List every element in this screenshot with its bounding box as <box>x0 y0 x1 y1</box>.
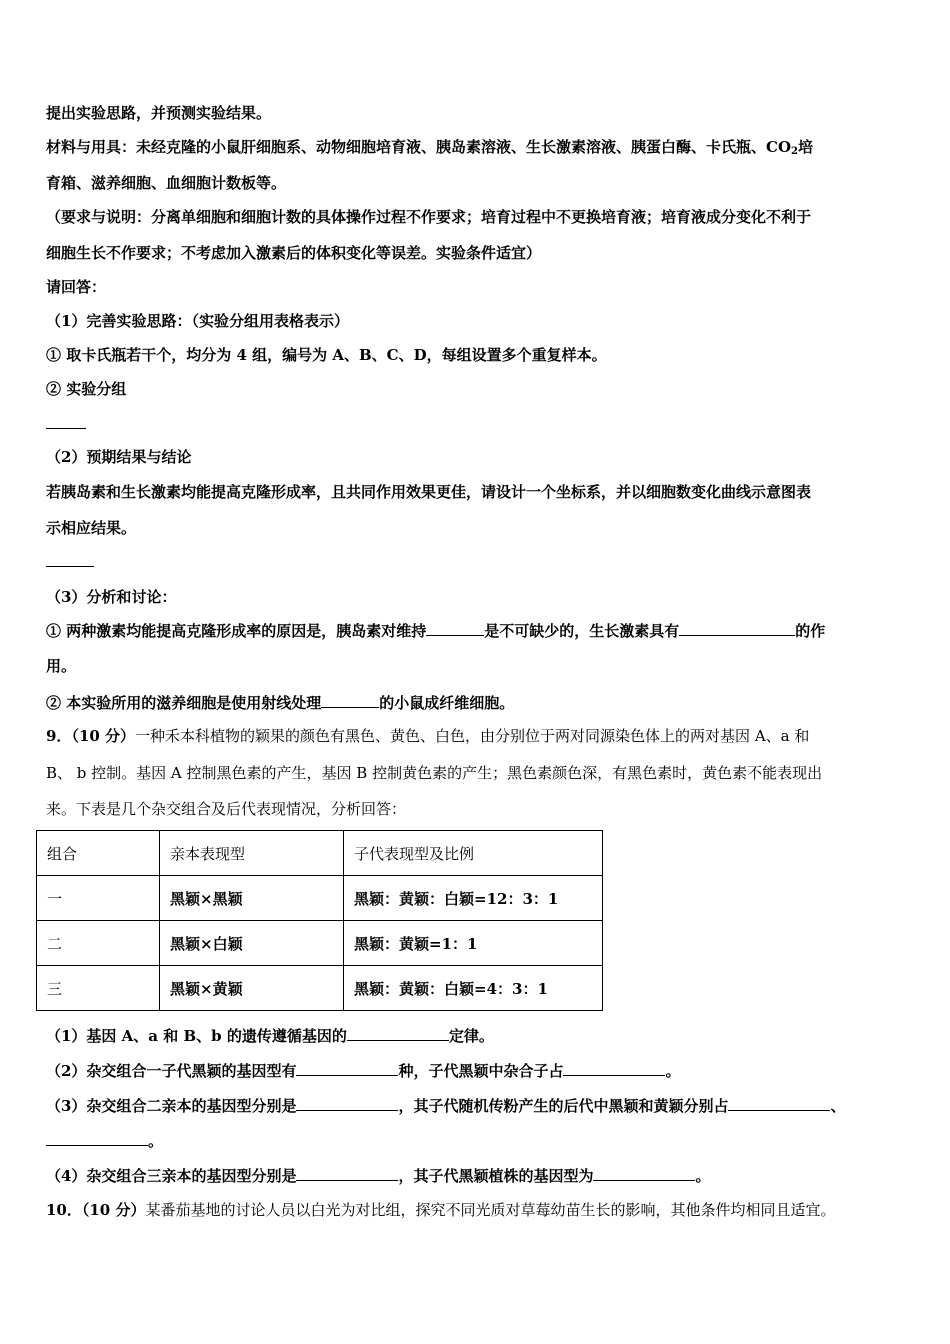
table-cell: 黑颖：黄颖：白颖=4：3：1 <box>344 966 603 1011</box>
text-span: 培 <box>797 138 813 156</box>
answer-blank-line <box>46 428 86 429</box>
subquestion-4 <box>46 1165 908 1186</box>
discussion-line <box>46 620 908 641</box>
answer-blank <box>296 1060 398 1076</box>
answer-blank-line <box>46 566 94 567</box>
text-span: （2）杂交组合一子代黑颖的基因型有 <box>46 1062 297 1080</box>
text-line: 用。 <box>46 657 77 675</box>
text-line: （1）完善实验思路：（实验分组用表格表示） <box>46 312 349 330</box>
table-row <box>37 876 603 921</box>
question-number: 10． <box>46 1201 82 1219</box>
table-cell: 黑颖×黄颖 <box>160 966 344 1011</box>
text-span: ，其子代黑颖植株的基因型为 <box>398 1167 594 1185</box>
text-line: （2）预期结果与结论 <box>46 448 192 466</box>
subquestion-3-cont <box>46 1130 908 1151</box>
text-line: ② 实验分组 <box>46 380 127 398</box>
table-cell: 二 <box>37 921 160 966</box>
text-span: （4）杂交组合三亲本的基因型分别是 <box>46 1167 297 1185</box>
answer-blank <box>296 1165 398 1181</box>
table-header-cell: 子代表现型及比例 <box>344 831 603 876</box>
text-line: 若胰岛素和生长激素均能提高克隆形成率，且共同作用效果更佳，请设计一个坐标系，并以细胞数变化曲线示意图表 <box>46 483 812 501</box>
discussion-line <box>46 692 908 713</box>
text-line: （要求与说明：分离单细胞和细胞计数的具体操作过程不作要求；培育过程中不更换培育液；培育液成分变化不利于 <box>46 208 812 226</box>
question-9-line <box>46 726 908 746</box>
text-span: 一种禾本科植物的颖果的颜色有黑色、黄色、白色，由分别位于两对同源染色体上的两对基因 A、a 和 <box>135 727 810 745</box>
text-line: ① 取卡氏瓶若干个，均分为 4 组，编号为 A、B、C、D，每组设置多个重复样本。 <box>46 346 607 364</box>
text-span: 。 <box>665 1062 681 1080</box>
cross-results-table <box>36 830 603 1011</box>
question-10-line <box>46 1200 908 1220</box>
question-number: 9． <box>46 727 72 745</box>
table-row <box>37 921 603 966</box>
text-line: 来。下表是几个杂交组合及后代表现情况，分析回答： <box>46 800 407 818</box>
text-span: （1）基因 A、a 和 B、b 的遗传遵循基因的 <box>46 1027 347 1045</box>
text-span: 。 <box>695 1167 711 1185</box>
question-score: （10 分） <box>71 727 136 745</box>
text-line: （3）分析和讨论： <box>46 588 177 606</box>
table-header-cell: 组合 <box>37 831 160 876</box>
table-cell: 黑颖×黑颖 <box>160 876 344 921</box>
text-span: 。 <box>148 1132 164 1150</box>
table-cell: 黑颖：黄颖：白颖=12：3：1 <box>344 876 603 921</box>
materials-line <box>46 137 908 157</box>
subquestion-3 <box>46 1095 908 1116</box>
answer-blank <box>426 620 484 636</box>
answer-blank <box>296 1095 398 1111</box>
answer-blank <box>563 1060 665 1076</box>
answer-blank <box>347 1025 449 1041</box>
subquestion-2 <box>46 1060 908 1081</box>
text-span: 定律。 <box>448 1027 494 1045</box>
text-line: 育箱、滋养细胞、血细胞计数板等。 <box>46 174 287 192</box>
answer-blank <box>728 1095 830 1111</box>
text-line: 请回答： <box>46 278 107 296</box>
answer-blank <box>46 1130 148 1146</box>
subscript: 2 <box>791 146 798 157</box>
text-span: 的作 <box>795 622 826 640</box>
question-score: （10 分） <box>81 1201 146 1219</box>
text-span: 、 <box>830 1097 846 1115</box>
text-span: 种，子代黑颖中杂合子占 <box>398 1062 564 1080</box>
text-line: 细胞生长不作要求；不考虑加入激素后的体积变化等误差。实验条件适宜） <box>46 244 542 262</box>
answer-blank <box>679 620 795 636</box>
answer-blank <box>593 1165 695 1181</box>
table-cell: 黑颖×白颖 <box>160 921 344 966</box>
text-span: 材料与用具：未经克隆的小鼠肝细胞系、动物细胞培育液、胰岛素溶液、生长激素溶液、胰蛋白酶、卡氏瓶、CO <box>46 138 792 156</box>
text-span: 某番茄基地的讨论人员以白光为对比组，探究不同光质对草莓幼苗生长的影响，其他条件均相同且适宜。 <box>145 1201 836 1219</box>
text-span: 是不可缺少的，生长激素具有 <box>484 622 680 640</box>
text-span: 的小鼠成纤维细胞。 <box>379 694 515 712</box>
text-span: ，其子代随机传粉产生的后代中黑颖和黄颖分别占 <box>398 1097 729 1115</box>
table-row <box>37 966 603 1011</box>
table-header-cell: 亲本表现型 <box>160 831 344 876</box>
table-header-row <box>37 831 603 876</box>
answer-blank <box>321 692 379 708</box>
table-cell: 黑颖：黄颖=1：1 <box>344 921 603 966</box>
subquestion-1 <box>46 1025 908 1046</box>
text-line: 示相应结果。 <box>46 519 137 537</box>
table-cell: 三 <box>37 966 160 1011</box>
text-span: ① 两种激素均能提高克隆形成率的原因是，胰岛素对维持 <box>46 622 427 640</box>
text-line: 提出实验思路，并预测实验结果。 <box>46 104 272 122</box>
text-span: （3）杂交组合二亲本的基因型分别是 <box>46 1097 297 1115</box>
text-line: B、 b 控制。基因 A 控制黑色素的产生，基因 B 控制黄色素的产生；黑色素颜色深，有黑色素时，黄色素不能表现出 <box>46 764 823 782</box>
table-cell: 一 <box>37 876 160 921</box>
text-span: ② 本实验所用的滋养细胞是使用射线处理 <box>46 694 322 712</box>
